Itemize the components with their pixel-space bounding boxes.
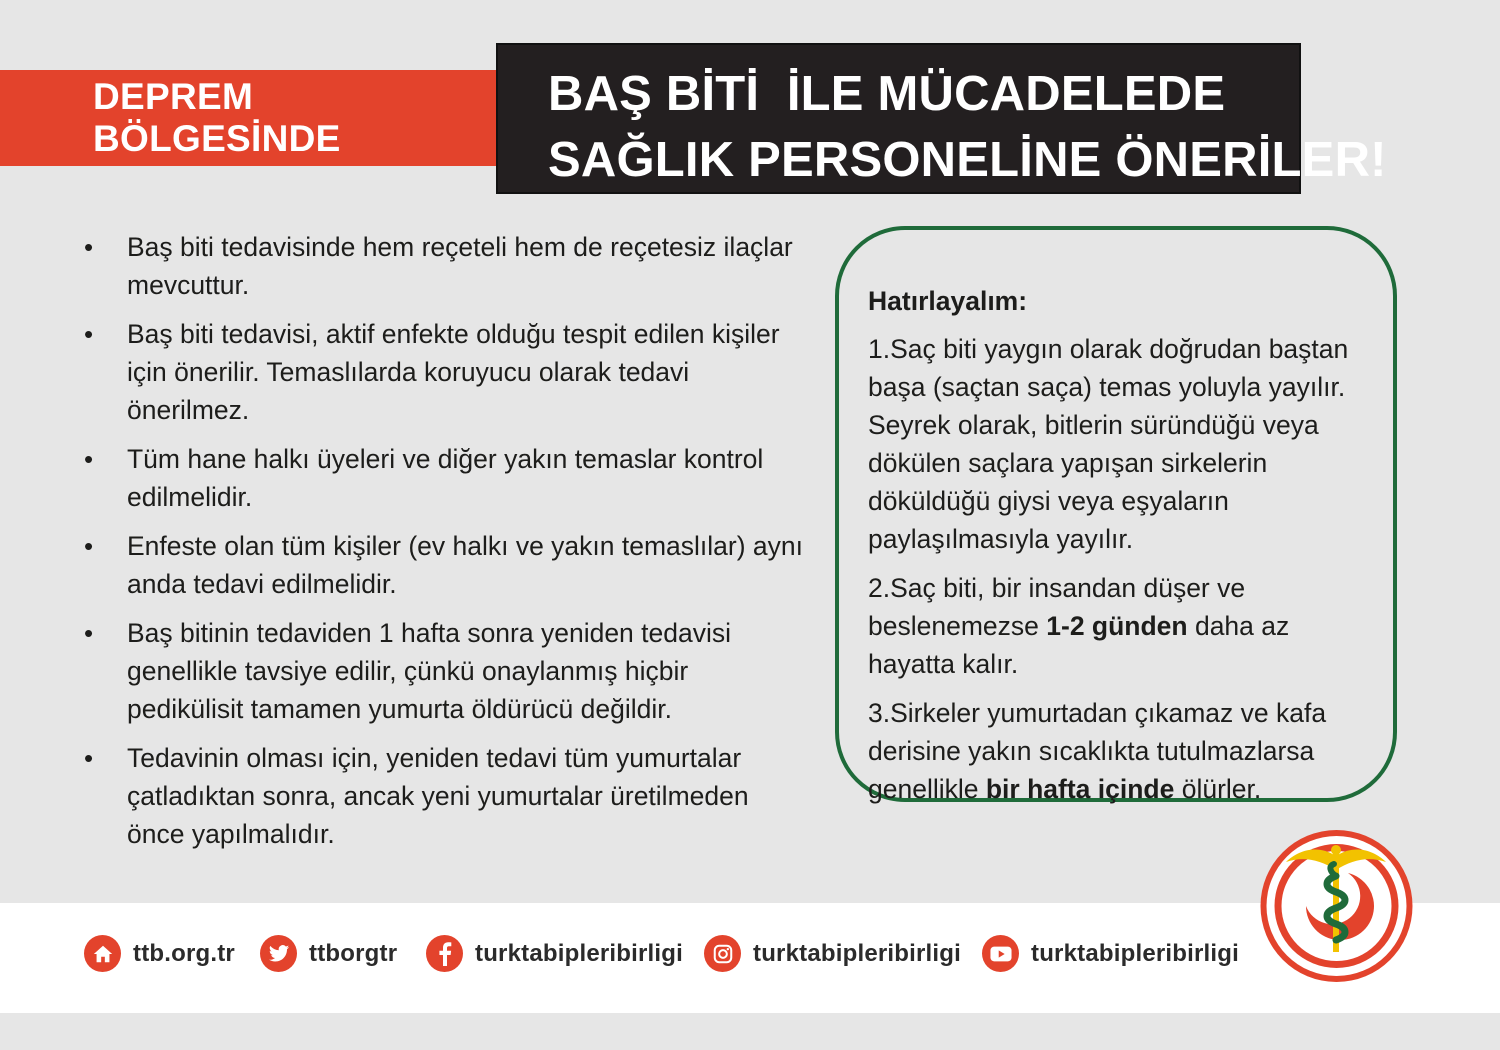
remember-point-2-text: 2.Saç biti, bir insandan düşer ve beslenemezse [868,573,1246,641]
facebook-icon [426,935,463,972]
bullet-marker: • [84,319,94,349]
list-item-text: Baş biti tedavisinde hem reçeteli hem de reçetesiz ilaçlar mevcuttur. [127,232,793,300]
list-item [84,739,804,853]
facebook-link[interactable] [426,935,683,972]
remember-point-3 [868,694,1373,808]
remember-point-3-text: 3.Sirkeler yumurtadan çıkamaz ve kafa derisine yakın sıcaklıkta tutulmazlarsa genellikle [868,698,1327,804]
ttb-logo [1258,826,1415,986]
list-item [84,315,804,429]
remember-point-3-emphasis: bir hafta içinde [985,774,1175,804]
list-item [84,527,804,603]
title-line-2: SAĞLIK PERSONELİNE ÖNERİLER! [548,133,1387,187]
website-link[interactable] [84,935,235,972]
header-label: DEPREM BÖLGESİNDE [93,76,341,159]
recommendations-list [84,228,804,864]
remember-point-2 [868,569,1373,683]
remember-point-2-emphasis: 1-2 günden [1046,611,1188,641]
twitter-icon [260,935,297,972]
list-item [84,440,804,516]
bullet-marker: • [84,531,94,561]
title-box [496,43,1387,194]
website-text: ttb.org.tr [133,939,235,967]
youtube-icon [982,935,1019,972]
header-label-band [0,70,500,166]
list-item-text: Baş bitinin tedaviden 1 hafta sonra yeniden tedavisi genellikle tavsiye edilir, çünkü onaylanmış hiçbir pedikülisit tamamen yumurta öldürücü değildir. [127,618,732,724]
home-icon [84,935,121,972]
facebook-text: turktabipleribirligi [475,939,684,967]
instagram-link[interactable] [704,935,961,972]
twitter-text: ttborgtr [309,939,398,967]
list-item [84,614,804,728]
remember-heading: Hatırlayalım: [868,286,1028,316]
bullet-marker: • [84,232,94,262]
bullet-marker: • [84,743,94,773]
youtube-text: turktabipleribirligi [1031,939,1240,967]
remember-point-3-text-end: ölürler. [1174,774,1262,804]
bullet-marker: • [84,618,94,648]
title-line-1: BAŞ BİTİ İLE MÜCADELEDE [548,67,1226,121]
twitter-link[interactable] [260,935,397,972]
list-item-text: Tedavinin olması için, yeniden tedavi tüm yumurtalar çatladıktan sonra, ancak yeni yumurtalar üretilmeden önce yapılmalıdır. [127,743,749,849]
remember-point-2-text-end: daha az hayatta kalır. [868,611,1290,679]
list-item-text: Tüm hane halkı üyeleri ve diğer yakın temaslar kontrol edilmelidir. [127,444,764,512]
instagram-text: turktabipleribirligi [753,939,962,967]
list-item [84,228,804,304]
remember-box [835,226,1397,802]
youtube-link[interactable] [982,935,1239,972]
remember-point-1: 1.Saç biti yaygın olarak doğrudan baştan başa (saçtan saça) temas yoluyla yayılır. Seyrek olarak, bitlerin süründüğü veya dökülen saçlara yapışan sirkelerin döküldüğü giysi veya eşyaların paylaşılmasıyla yayılır. [868,334,1349,554]
instagram-icon [704,935,741,972]
bullet-marker: • [84,444,94,474]
list-item-text: Baş biti tedavisi, aktif enfekte olduğu tespit edilen kişiler için önerilir. Temaslılarda koruyucu olarak tedavi önerilmez. [127,319,780,425]
list-item-text: Enfeste olan tüm kişiler (ev halkı ve yakın temaslılar) aynı anda tedavi edilmelidir. [127,531,804,599]
